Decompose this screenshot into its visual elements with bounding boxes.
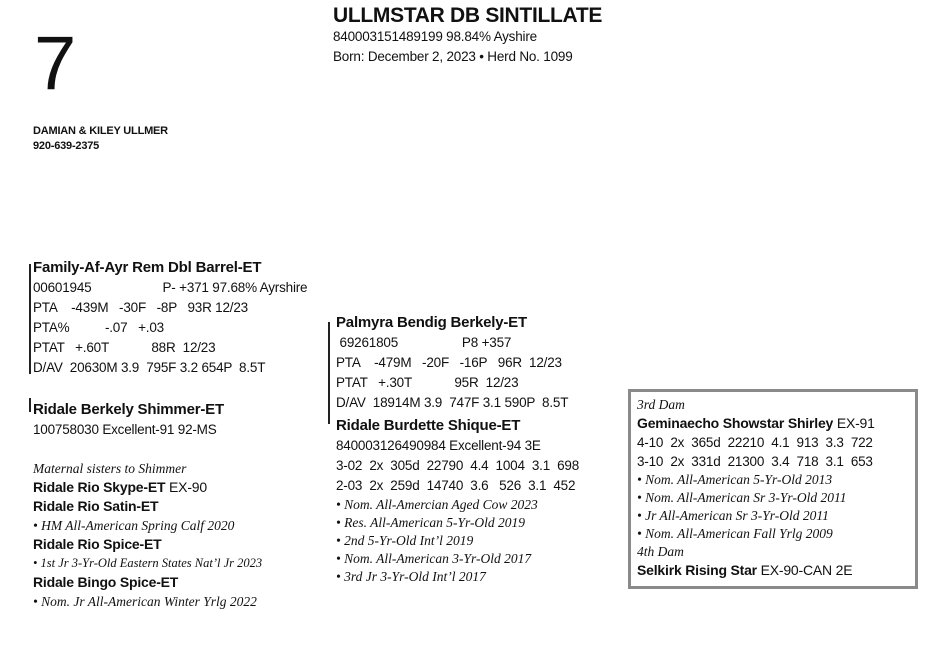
maternal-sire-line: D/AV 18914M 3.9 747F 3.1 590P 8.5T bbox=[336, 395, 569, 410]
third-dam-note: • Nom. All-American Sr 3-Yr-Old 2011 bbox=[637, 490, 847, 505]
sire-name: Family-Af-Ayr Rem Dbl Barrel-ET bbox=[33, 259, 262, 276]
fourth-dam-score: EX-90-CAN 2E bbox=[756, 562, 853, 578]
dam-name: Ridale Berkely Shimmer-ET bbox=[33, 401, 224, 418]
fourth-dam-label: 4th Dam bbox=[637, 544, 684, 559]
third-dam-label: 3rd Dam bbox=[637, 397, 685, 412]
sister-name: Ridale Bingo Spice-ET bbox=[33, 574, 179, 590]
sire-line: PTA% -.07 +.03 bbox=[33, 320, 164, 335]
dam-block bbox=[33, 400, 323, 440]
third-dam-record: 4-10 2x 365d 22210 4.1 913 3.3 722 bbox=[637, 435, 873, 450]
sister-score: EX-90 bbox=[165, 479, 207, 495]
maternal-sire-line: 69261805 P8 +357 bbox=[336, 335, 512, 350]
sister-name: Ridale Rio Skype-ET bbox=[33, 479, 166, 495]
registration-line: 840003151489199 98.84% Ayshire bbox=[333, 29, 537, 44]
maternal-dam-record: 3-02 2x 305d 22790 4.4 1004 3.1 698 bbox=[336, 458, 580, 473]
third-dam-note: • Nom. All-American 5-Yr-Old 2013 bbox=[637, 472, 833, 487]
sister-note: • Nom. Jr All-American Winter Yrlg 2022 bbox=[33, 594, 257, 609]
owner-name: DAMIAN & KILEY ULLMER bbox=[33, 125, 168, 137]
third-dam-note: • Jr All-American Sr 3-Yr-Old 2011 bbox=[637, 508, 829, 523]
maternal-sire-block bbox=[336, 313, 616, 413]
sire-connector-line bbox=[29, 264, 31, 374]
sister-note: • 1st Jr 3-Yr-Old Eastern States Nat’l Jr 2023 bbox=[33, 556, 263, 570]
maternal-sire-name: Palmyra Bendig Berkely-ET bbox=[336, 314, 527, 331]
maternal-dam-note: • Res. All-American 5-Yr-Old 2019 bbox=[336, 515, 526, 530]
third-dam-name: Geminaecho Showstar Shirley bbox=[637, 415, 834, 431]
maternal-dam-record: 2-03 2x 259d 14740 3.6 526 3.1 452 bbox=[336, 478, 576, 493]
third-dam-entry bbox=[637, 414, 915, 433]
maternal-dam-line: 840003126490984 Excellent-94 3E bbox=[336, 438, 541, 453]
dam-connector-line bbox=[29, 398, 31, 412]
maternal-dam-note: • 3rd Jr 3-Yr-Old Int’l 2017 bbox=[336, 569, 486, 584]
third-dam-score: EX-91 bbox=[833, 415, 875, 431]
sire-line: PTA -439M -30F -8P 93R 12/23 bbox=[33, 300, 248, 315]
dam-line: 100758030 Excellent-91 92-MS bbox=[33, 422, 217, 437]
maternal-sire-line: PTA -479M -20F -16P 96R 12/23 bbox=[336, 355, 562, 370]
lot-number: 7 bbox=[34, 21, 77, 106]
sire-line: D/AV 20630M 3.9 795F 3.2 654P 8.5T bbox=[33, 360, 266, 375]
third-fourth-dam-box bbox=[628, 389, 918, 589]
maternal-dam-note: • Nom. All-American 3-Yr-Old 2017 bbox=[336, 551, 532, 566]
born-line: Born: December 2, 2023 • Herd No. 1099 bbox=[333, 49, 573, 64]
animal-name: ULLMSTAR DB SINTILLATE bbox=[333, 4, 603, 27]
third-dam-note: • Nom. All-American Fall Yrlg 2009 bbox=[637, 526, 833, 541]
maternal-dam-note: • Nom. All-Amercian Aged Cow 2023 bbox=[336, 497, 538, 512]
fourth-dam-entry bbox=[637, 561, 915, 580]
fourth-dam-name: Selkirk Rising Star bbox=[637, 562, 757, 578]
maternal-sisters-block bbox=[33, 459, 333, 611]
sister-name: Ridale Rio Satin-ET bbox=[33, 498, 159, 514]
sire-line: 00601945 P- +371 97.68% Ayrshire bbox=[33, 280, 308, 295]
sister-entry bbox=[33, 478, 333, 497]
third-dam-record: 3-10 2x 331d 21300 3.4 718 3.1 653 bbox=[637, 454, 873, 469]
sire-block bbox=[33, 258, 323, 378]
maternal-dam-note: • 2nd 5-Yr-Old Int’l 2019 bbox=[336, 533, 474, 548]
maternal-sire-connector-line bbox=[328, 322, 330, 424]
owner-info bbox=[33, 124, 168, 154]
maternal-dam-block bbox=[336, 416, 636, 586]
sire-line: PTAT +.60T 88R 12/23 bbox=[33, 340, 216, 355]
maternal-dam-name: Ridale Burdette Shique-ET bbox=[336, 417, 521, 434]
sister-name: Ridale Rio Spice-ET bbox=[33, 536, 162, 552]
sister-note: • HM All-American Spring Calf 2020 bbox=[33, 518, 235, 533]
maternal-sisters-heading: Maternal sisters to Shimmer bbox=[33, 461, 187, 476]
maternal-sire-line: PTAT +.30T 95R 12/23 bbox=[336, 375, 519, 390]
owner-phone: 920-639-2375 bbox=[33, 140, 100, 152]
